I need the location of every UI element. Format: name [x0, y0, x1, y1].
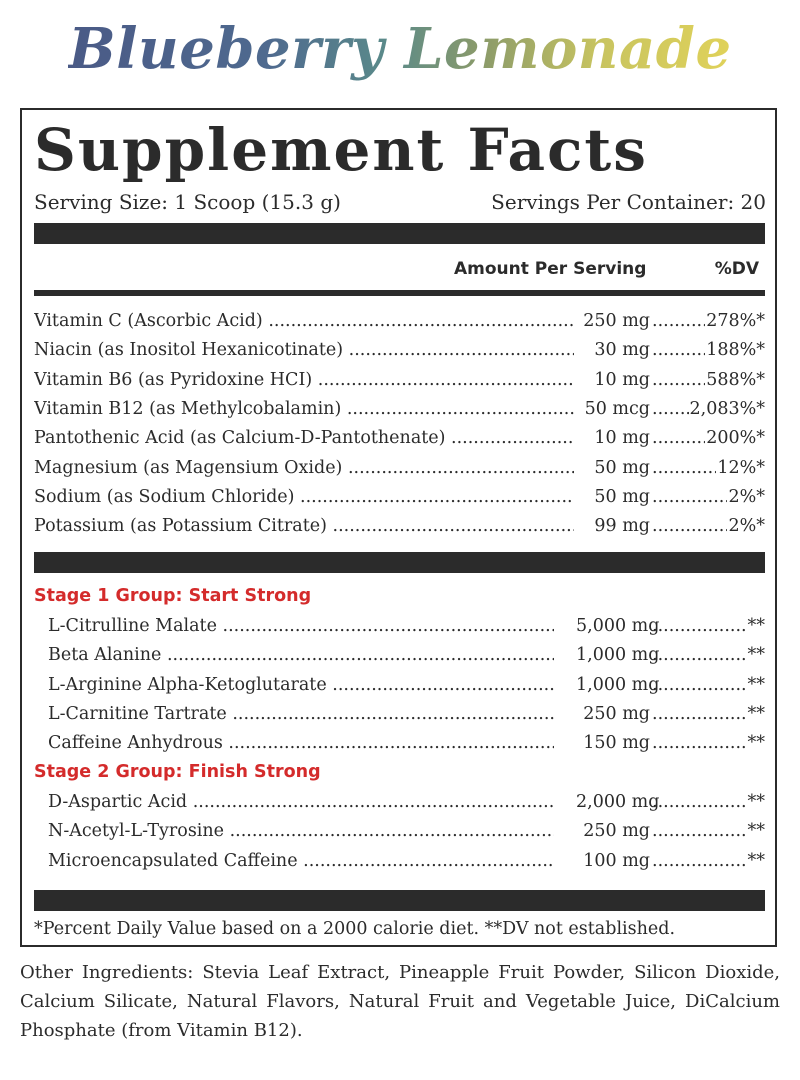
nutrient-dv-value: 2,083%* [689, 398, 765, 419]
dot-leader [227, 704, 554, 724]
nutrient-row [34, 307, 765, 335]
nutrient-dv [652, 847, 765, 875]
nutrient-dv-value: ** [747, 821, 765, 842]
brand-title [0, 6, 800, 92]
nutrient-dv [652, 366, 765, 394]
nutrient-amount: 2,000 mg [574, 788, 650, 816]
nutrient-row [34, 641, 765, 669]
nutrient-row [34, 671, 765, 699]
nutrient-name [34, 395, 574, 423]
nutrient-name-text: Vitamin B12 (as Methylcobalamin) [34, 398, 342, 419]
nutrient-amount: 50 mg [574, 483, 650, 511]
nutrient-row [34, 366, 765, 394]
nutrient-row [34, 483, 765, 511]
dot-leader [298, 851, 554, 871]
nutrient-dv-value: 2%* [728, 516, 765, 537]
nutrient-dv-value: ** [747, 792, 765, 812]
nutrient-row [34, 788, 765, 816]
dot-leader [294, 487, 574, 507]
nutrient-name [48, 671, 554, 699]
nutrient-name [48, 729, 554, 757]
nutrient-row [34, 729, 765, 757]
dot-leader [263, 311, 574, 331]
dot-leader [342, 458, 574, 478]
nutrient-name-text: Beta Alanine [48, 645, 162, 666]
nutrient-name-text: Microencapsulated Caffeine [48, 850, 298, 871]
nutrient-row [34, 454, 765, 482]
serving-info [34, 188, 766, 216]
nutrient-name-text: L-Arginine Alpha-Ketoglutarate [48, 674, 327, 695]
nutrient-name-text: Vitamin C (Ascorbic Acid) [34, 311, 263, 331]
nutrient-amount: 250 mg [574, 817, 650, 845]
dot-leader [327, 675, 554, 695]
nutrient-row [34, 424, 765, 452]
nutrient-name [48, 847, 554, 875]
nutrient-amount: 99 mg [574, 512, 650, 540]
nutrient-amount: 1,000 mg [574, 641, 650, 669]
nutrient-dv-value: 12%* [717, 457, 765, 478]
nutrient-name-text: Caffeine Anhydrous [48, 733, 223, 754]
nutrient-name [48, 700, 554, 728]
nutrient-amount: 250 mg [574, 307, 650, 335]
nutrient-name-text: Magnesium (as Magensium Oxide) [34, 457, 343, 478]
nutrient-name [34, 424, 574, 452]
nutrient-dv [652, 395, 765, 423]
nutrient-name-text: Potassium (as Potassium Citrate) [34, 516, 327, 537]
nutrient-name [34, 336, 574, 364]
nutrient-dv [652, 671, 765, 699]
nutrient-row [34, 336, 765, 364]
dot-leader [217, 616, 554, 636]
stage1-heading: Stage 1 Group: Start Strong [34, 586, 312, 606]
nutrient-amount: 10 mg [574, 366, 650, 394]
nutrient-name-text: L-Carnitine Tartrate [48, 703, 227, 724]
nutrient-amount: 100 mg [574, 847, 650, 875]
nutrient-dv-value: ** [747, 674, 765, 695]
nutrient-row [34, 700, 765, 728]
dot-leader [161, 645, 554, 665]
nutrient-row [34, 612, 765, 640]
nutrient-name [34, 307, 574, 335]
nutrient-name [48, 788, 554, 816]
nutrient-dv [652, 788, 765, 816]
nutrient-name [34, 454, 574, 482]
nutrient-name-text: D-Aspartic Acid [48, 792, 188, 812]
nutrient-name-text: Pantothenic Acid (as Calcium-D-Pantothenate) [34, 428, 446, 449]
nutrient-amount: 50 mcg [574, 395, 650, 423]
nutrient-dv-value: ** [747, 645, 765, 666]
serving-size: Serving Size: 1 Scoop (15.3 g) [34, 190, 341, 214]
nutrient-dv [652, 700, 765, 728]
nutrient-dv-value: ** [747, 850, 765, 871]
nutrient-amount: 250 mg [574, 700, 650, 728]
nutrient-row [34, 395, 765, 423]
nutrient-name [48, 817, 554, 845]
dot-leader [445, 428, 574, 448]
dot-leader [341, 399, 574, 419]
nutrient-dv [652, 336, 765, 364]
nutrient-dv-value: ** [747, 616, 765, 636]
nutrient-dv [652, 454, 765, 482]
nutrient-name [34, 483, 574, 511]
nutrient-amount: 50 mg [574, 454, 650, 482]
nutrient-name-text: Vitamin B6 (as Pyridoxine HCI) [34, 369, 313, 390]
amount-per-serving-header: Amount Per Serving [454, 259, 647, 279]
nutrient-amount: 1,000 mg [574, 671, 650, 699]
nutrient-name-text: Sodium (as Sodium Chloride) [34, 486, 295, 507]
nutrient-dv [652, 729, 765, 757]
nutrient-amount: 150 mg [574, 729, 650, 757]
panel-title: Supplement Facts [34, 116, 648, 184]
nutrient-dv [652, 641, 765, 669]
dot-leader [224, 821, 554, 841]
nutrient-dv-value: 188%* [706, 340, 765, 361]
divider-thin [34, 290, 765, 296]
nutrient-dv-value: ** [747, 733, 765, 754]
column-header [34, 256, 765, 282]
stage2-heading: Stage 2 Group: Finish Strong [34, 762, 321, 782]
nutrient-name [34, 366, 574, 394]
nutrient-amount: 5,000 mg [574, 612, 650, 640]
divider-thick [34, 223, 765, 244]
supplement-facts-panel [20, 108, 777, 947]
servings-per-container: Servings Per Container: 20 [491, 190, 766, 214]
nutrient-name [48, 641, 554, 669]
nutrient-dv-value: 200%* [706, 428, 765, 449]
nutrient-dv-value: 588%* [706, 369, 765, 390]
other-ingredients: Other Ingredients: Stevia Leaf Extract, Pineapple Fruit Powder, Silicon Dioxide, Calcium Silicate, Natural Flavors, Natural Fruit and Vegetable Juice, DiCalcium Phosphate (from Vitamin B12). [20, 962, 780, 1041]
nutrient-row [34, 512, 765, 540]
nutrient-dv [652, 817, 765, 845]
dot-leader [312, 370, 574, 390]
nutrient-name-text: N-Acetyl-L-Tyrosine [48, 821, 225, 842]
brand-title-text: Blueberry Lemonade [68, 16, 732, 82]
nutrient-amount: 30 mg [574, 336, 650, 364]
nutrient-row [34, 817, 765, 845]
dot-leader [327, 516, 574, 536]
dot-leader [223, 733, 554, 753]
dv-header: %DV [714, 259, 759, 279]
nutrient-dv-value: 278%* [706, 311, 765, 331]
divider-thick [34, 552, 765, 573]
dot-leader [343, 340, 574, 360]
nutrient-name [34, 512, 574, 540]
nutrient-dv-value: ** [747, 703, 765, 724]
nutrient-name-text: Niacin (as Inositol Hexanicotinate) [34, 340, 344, 361]
nutrient-dv [652, 307, 765, 335]
footnote: *Percent Daily Value based on a 2000 calorie diet. **DV not established. [34, 919, 676, 939]
nutrient-dv [652, 424, 765, 452]
nutrient-name [48, 612, 554, 640]
nutrient-dv [652, 612, 765, 640]
nutrient-name-text: L-Citrulline Malate [48, 616, 217, 636]
nutrient-row [34, 847, 765, 875]
nutrient-dv-value: 2%* [728, 486, 765, 507]
nutrient-amount: 10 mg [574, 424, 650, 452]
dot-leader [187, 792, 554, 812]
nutrient-dv [652, 483, 765, 511]
nutrient-dv [652, 512, 765, 540]
divider-thick [34, 890, 765, 911]
